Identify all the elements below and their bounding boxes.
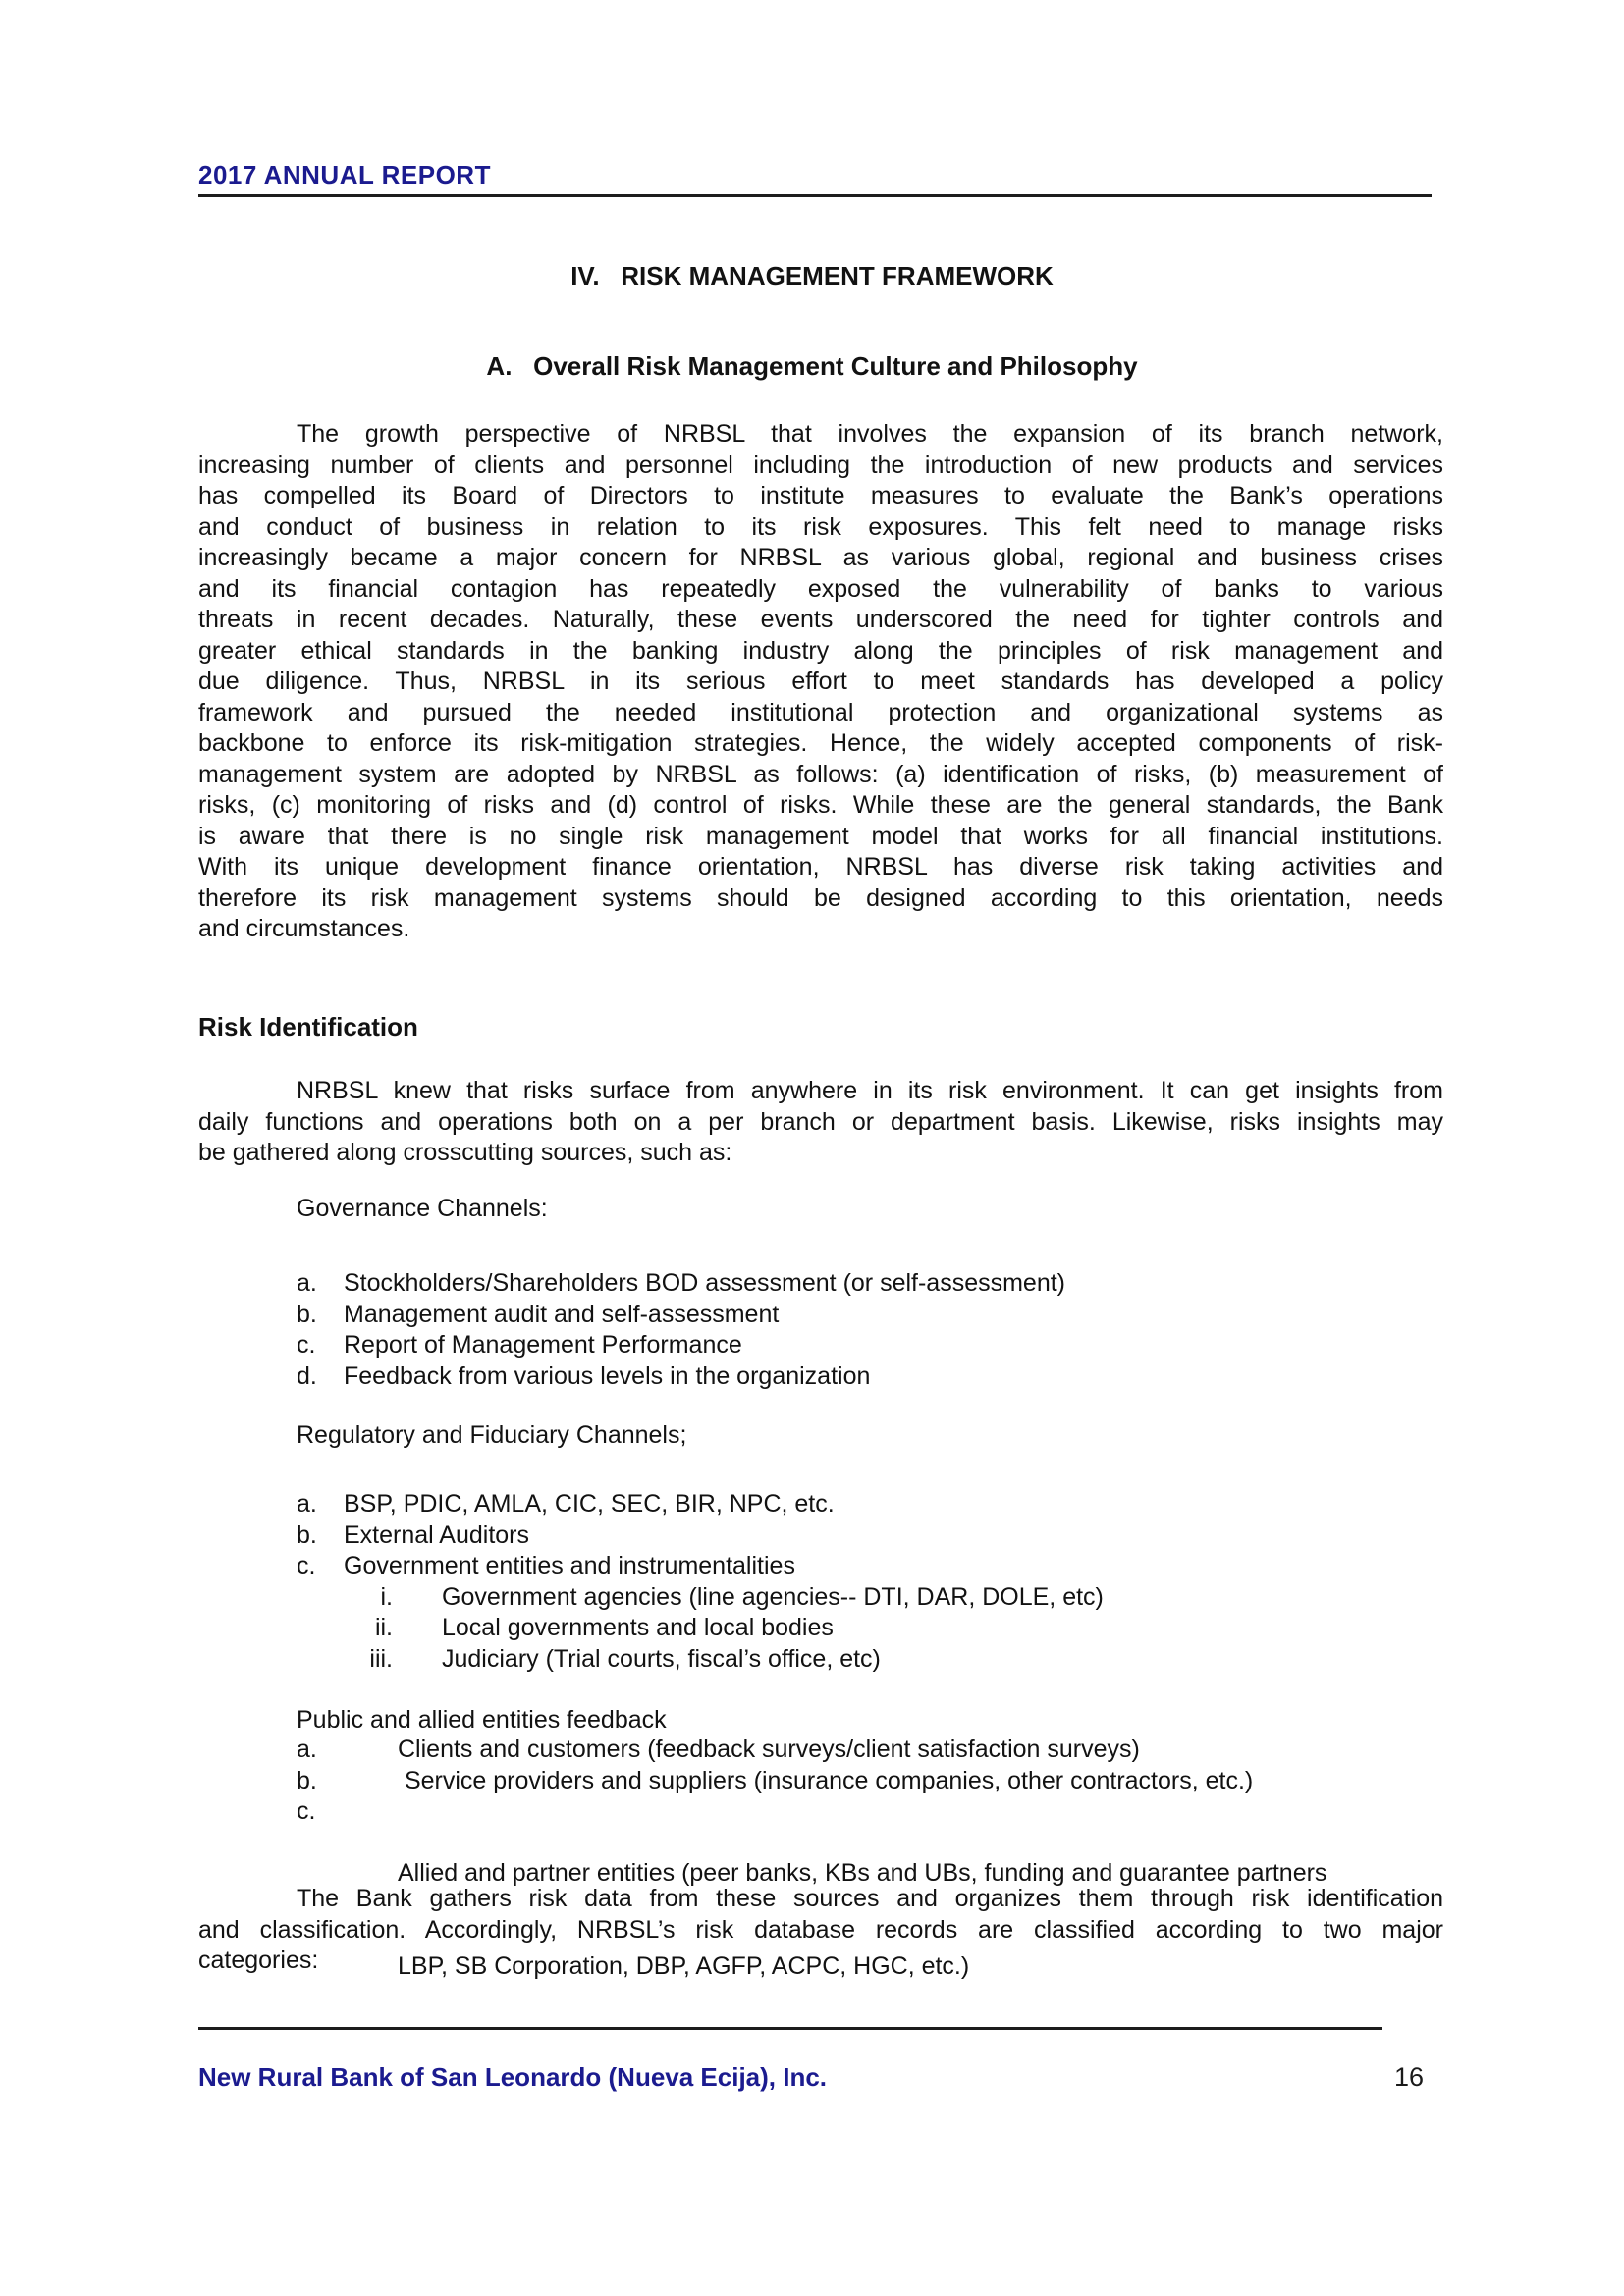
paragraph-overall-risk	[198, 419, 1443, 945]
paragraph-line: due diligence. Thus, NRBSL in its serious effort to meet standards has developed a policy	[198, 667, 1443, 695]
list-item-text: Clients and customers (feedback surveys/client satisfaction surveys)	[398, 1735, 1140, 1763]
list-item	[297, 1330, 1065, 1362]
list-item	[297, 1362, 1065, 1393]
list-item-text: Management audit and self-assessment	[344, 1300, 780, 1328]
footer-divider-rule	[198, 2027, 1382, 2030]
paragraph-line: and circumstances.	[198, 915, 410, 942]
paragraph-line: increasingly became a major concern for NRBSL as various global, regional and business crises	[198, 544, 1443, 571]
sub-list-item	[297, 1582, 1104, 1614]
list-item	[297, 1551, 1104, 1582]
list-item-text: Service providers and suppliers (insurance companies, other contractors, etc.)	[398, 1766, 1254, 1794]
list-item	[297, 1735, 1326, 1766]
page-footer	[198, 2062, 1424, 2093]
paragraph-line: threats in recent decades. Naturally, these events underscored the need for tighter controls and	[198, 606, 1443, 633]
sub-list-marker: ii.	[374, 1614, 393, 1641]
list-item-text: Report of Management Performance	[344, 1331, 742, 1359]
list-marker: a.	[297, 1269, 317, 1297]
list-marker: c.	[297, 1552, 316, 1579]
paragraph-line: has compelled its Board of Directors to institute measures to evaluate the Bank’s operations	[198, 482, 1443, 509]
public-entities-title: Public and allied entities feedback	[297, 1706, 667, 1734]
sub-list-item-text: Local governments and local bodies	[442, 1614, 834, 1641]
governance-channels-list	[297, 1268, 1065, 1392]
regulatory-channels-title: Regulatory and Fiduciary Channels;	[297, 1421, 687, 1449]
paragraph-line: The Bank gathers risk data from these sources and organizes them through risk identification	[297, 1885, 1443, 1912]
paragraph-line: and classification. Accordingly, NRBSL’s risk database records are classified according to two major	[198, 1915, 1443, 1944]
section-heading: A. Overall Risk Management Culture and Philosophy	[486, 351, 1138, 381]
list-item-text: External Auditors	[344, 1521, 529, 1549]
paragraph-line: NRBSL knew that risks surface from anywhere in its risk environment. It can get insights from	[297, 1077, 1443, 1104]
paragraph-line: and its financial contagion has repeatedly exposed the vulnerability of banks to various	[198, 574, 1443, 603]
list-item	[297, 1766, 1326, 1797]
list-item-text: Stockholders/Shareholders BOD assessment (or self-assessment)	[344, 1269, 1066, 1297]
list-item	[297, 1268, 1065, 1300]
header-divider-rule	[198, 194, 1432, 197]
list-marker: d.	[297, 1362, 317, 1390]
sub-list-marker: iii.	[369, 1644, 393, 1673]
footer-bank-name: New Rural Bank of San Leonardo (Nueva Ecija), Inc.	[198, 2062, 828, 2092]
list-item	[297, 1300, 1065, 1331]
sub-list-item-text: Judiciary (Trial courts, fiscal’s office, etc)	[442, 1644, 881, 1673]
paragraph-line: categories:	[198, 1947, 319, 1974]
report-header-title: 2017 ANNUAL REPORT	[198, 160, 491, 189]
regulatory-channels-list	[297, 1489, 1104, 1675]
paragraph-line: With its unique development finance orientation, NRBSL has diverse risk taking activities and	[198, 853, 1443, 881]
paragraph-line: is aware that there is no single risk management model that works for all financial institutions.	[198, 822, 1443, 850]
paragraph-line: therefore its risk management systems should be designed according to this orientation, needs	[198, 883, 1443, 912]
list-marker: b.	[297, 1521, 317, 1549]
paragraph-line: backbone to enforce its risk-mitigation strategies. Hence, the widely accepted components of risk-	[198, 729, 1443, 757]
list-marker: c.	[297, 1331, 316, 1359]
paragraph-risk-identification	[198, 1076, 1443, 1169]
paragraph-line: daily functions and operations both on a per branch or department basis. Likewise, risks insights may	[198, 1107, 1443, 1136]
list-item-text: Feedback from various levels in the organization	[344, 1362, 871, 1390]
sub-list-item	[297, 1644, 1104, 1676]
list-item-text-line: Allied and partner entities (peer banks, KBs and UBs, funding and guarantee partners	[398, 1859, 1327, 1887]
sub-list-item-text: Government agencies (line agencies-- DTI, DAR, DOLE, etc)	[442, 1582, 1104, 1611]
risk-identification-heading: Risk Identification	[198, 1012, 418, 1041]
list-marker: a.	[297, 1735, 317, 1763]
paragraph-line: management system are adopted by NRBSL as follows: (a) identification of risks, (b) measurement of	[198, 760, 1443, 788]
list-item-text: Government entities and instrumentalities	[344, 1552, 795, 1579]
paragraph-line: increasing number of clients and personnel including the introduction of new products and services	[198, 451, 1443, 479]
list-marker: b.	[297, 1300, 317, 1328]
sub-list-item	[297, 1613, 1104, 1644]
list-item	[297, 1489, 1104, 1521]
main-heading: IV. RISK MANAGEMENT FRAMEWORK	[570, 261, 1054, 291]
paragraph-line: greater ethical standards in the banking industry along the principles of risk management and	[198, 636, 1443, 665]
list-marker: b.	[297, 1766, 317, 1794]
list-marker: a.	[297, 1490, 317, 1518]
paragraph-risk-data	[198, 1884, 1443, 1977]
paragraph-line: and conduct of business in relation to its risk exposures. This felt need to manage risks	[198, 512, 1443, 541]
governance-channels-title: Governance Channels:	[297, 1195, 548, 1222]
paragraph-line: The growth perspective of NRBSL that involves the expansion of its branch network,	[297, 420, 1443, 448]
list-marker: c.	[297, 1797, 316, 1825]
list-item-text-line: LBP, SB Corporation, DBP, AGFP, ACPC, HGC, etc.)	[398, 1951, 970, 1980]
footer-page-number: 16	[1393, 2062, 1424, 2092]
sub-list-marker: i.	[380, 1582, 393, 1611]
paragraph-line: be gathered along crosscutting sources, such as:	[198, 1139, 732, 1166]
list-item	[297, 1521, 1104, 1552]
list-item-text: BSP, PDIC, AMLA, CIC, SEC, BIR, NPC, etc.	[344, 1490, 835, 1518]
paragraph-line: risks, (c) monitoring of risks and (d) control of risks. While these are the general standards, the Bank	[198, 791, 1443, 819]
paragraph-line: framework and pursued the needed institutional protection and organizational systems as	[198, 698, 1443, 726]
